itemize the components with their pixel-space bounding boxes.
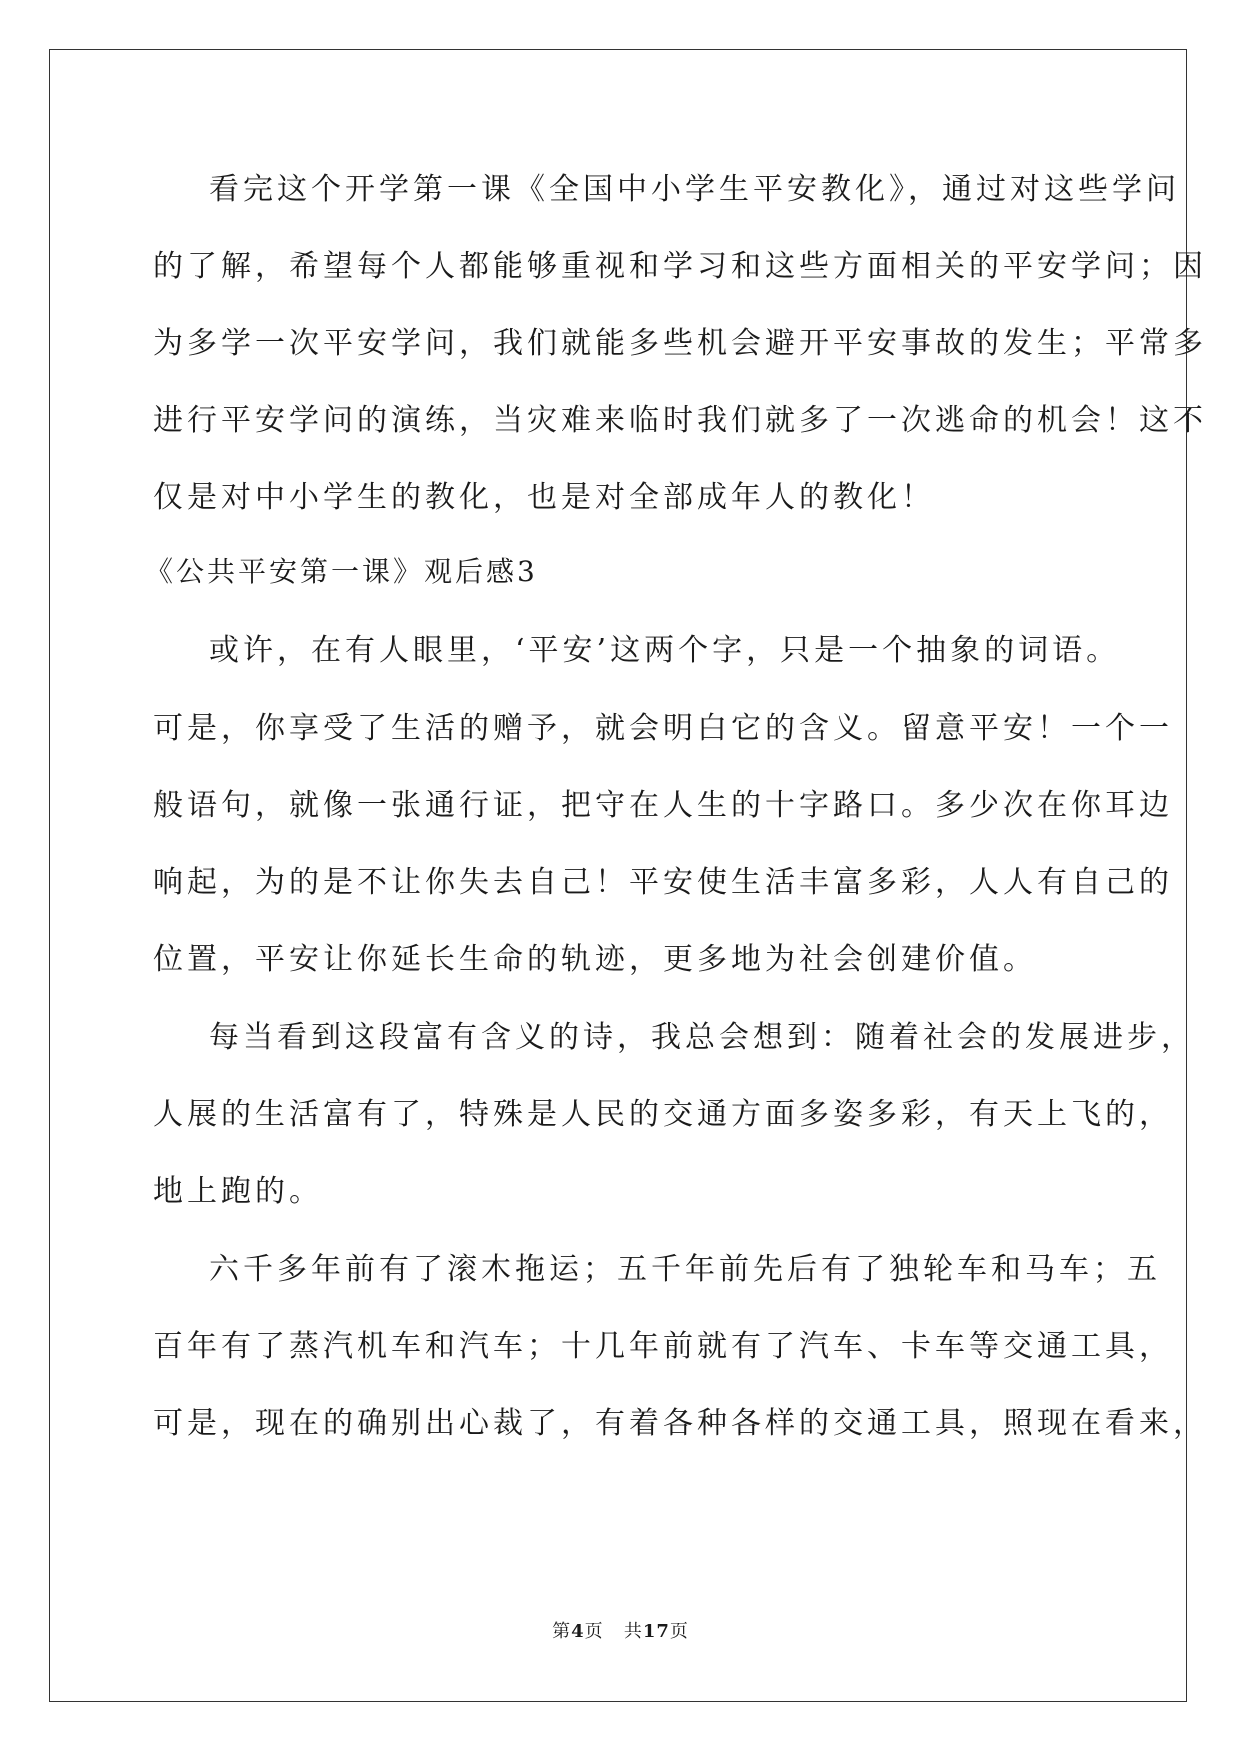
total-prefix: 共 — [623, 1621, 643, 1642]
paragraph-1-line-5: 仅是对中小学生的教化，也是对全部成年人的教化！ — [153, 480, 935, 515]
page-prefix: 第 — [552, 1621, 572, 1642]
page-suffix: 页 — [584, 1621, 604, 1642]
total-pages: 17 — [642, 1621, 670, 1642]
paragraph-2-line-3: 般语句，就像一张通行证，把守在人生的十字路口。多少次在你耳边 — [153, 788, 1173, 823]
section-heading: 《公共平安第一课》观后感3 — [145, 555, 538, 588]
page-number: 4 — [571, 1621, 585, 1642]
paragraph-2-line-4: 响起，为的是不让你失去自己！平安使生活丰富多彩，人人有自己的 — [153, 865, 1173, 900]
paragraph-3-line-3: 地上跑的。 — [153, 1174, 323, 1209]
paragraph-1-line-1: 看完这个开学第一课《全国中小学生平安教化》，通过对这些学问 — [209, 172, 1180, 207]
paragraph-2-line-2: 可是，你享受了生活的赠予，就会明白它的含义。留意平安！一个一 — [153, 711, 1173, 746]
paragraph-2-line-5: 位置，平安让你延长生命的轨迹，更多地为社会创建价值。 — [153, 942, 1037, 977]
paragraph-2-line-1: 或许，在有人眼里，‘平安’这两个字，只是一个抽象的词语。 — [209, 633, 1121, 668]
paragraph-1-line-4: 进行平安学问的演练，当灾难来临时我们就多了一次逃命的机会！这不 — [153, 403, 1207, 438]
paragraph-3-line-2: 人展的生活富有了，特殊是人民的交通方面多姿多彩，有天上飞的， — [153, 1097, 1173, 1132]
paragraph-4-line-2: 百年有了蒸汽机车和汽车；十几年前就有了汽车、卡车等交通工具， — [153, 1329, 1173, 1364]
paragraph-1-line-3: 为多学一次平安学问，我们就能多些机会避开平安事故的发生；平常多 — [153, 326, 1207, 361]
page-footer — [0, 1620, 1241, 1644]
paragraph-3-line-1: 每当看到这段富有含义的诗，我总会想到：随着社会的发展进步， — [209, 1020, 1195, 1055]
paragraph-1-line-2: 的了解，希望每个人都能够重视和学习和这些方面相关的平安学问；因 — [153, 249, 1207, 284]
paragraph-4-line-3: 可是，现在的确别出心裁了，有着各种各样的交通工具，照现在看来， — [153, 1406, 1207, 1441]
total-suffix: 页 — [669, 1621, 689, 1642]
paragraph-4-line-1: 六千多年前有了滚木拖运；五千年前先后有了独轮车和马车；五 — [209, 1252, 1161, 1287]
